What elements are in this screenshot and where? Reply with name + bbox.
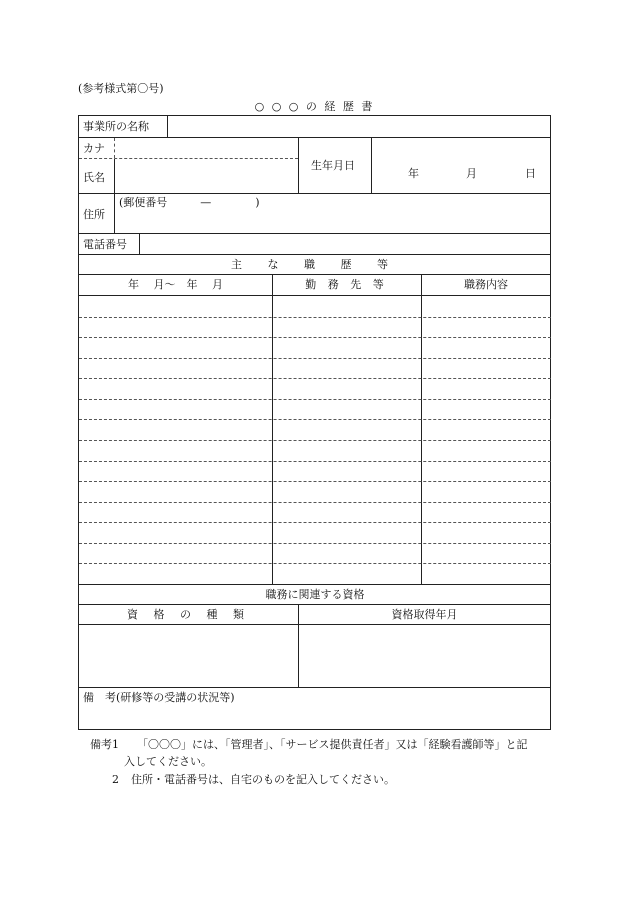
note-2-text: 住所・電話番号は、自宅のものを記入してください。 <box>131 773 395 786</box>
birth-month-unit: 月 <box>466 167 477 180</box>
career-cell[interactable] <box>81 442 271 459</box>
kana-label: カナ <box>83 142 105 155</box>
row-divider <box>79 399 551 400</box>
career-cell[interactable] <box>424 565 549 582</box>
career-cell[interactable] <box>424 463 549 480</box>
career-cell[interactable] <box>81 421 271 438</box>
career-cell[interactable] <box>424 421 549 438</box>
birth-year-unit: 年 <box>408 167 419 180</box>
career-cell[interactable] <box>275 421 420 438</box>
career-cell[interactable] <box>81 380 271 397</box>
career-cell[interactable] <box>424 504 549 521</box>
remarks-field[interactable] <box>80 706 550 728</box>
phone-label: 電話番号 <box>83 238 127 251</box>
career-cell[interactable] <box>275 442 420 459</box>
career-cell[interactable] <box>275 524 420 541</box>
career-cell[interactable] <box>81 360 271 377</box>
career-cell[interactable] <box>424 319 549 336</box>
career-cell[interactable] <box>275 339 420 356</box>
remarks-label: 備 考(研修等の受講の状況等) <box>83 691 235 704</box>
career-cell[interactable] <box>424 401 549 418</box>
qualification-col-date: 資格取得年月 <box>391 608 458 621</box>
career-section-title: 主 な 職 歴 等 <box>231 258 399 271</box>
address-label: 住所 <box>83 208 105 221</box>
qualification-type-field[interactable] <box>80 625 297 687</box>
career-cell[interactable] <box>81 483 271 500</box>
career-cell[interactable] <box>424 524 549 541</box>
note-2-number: 2 <box>112 773 119 786</box>
postal-code-field[interactable]: (郵便番号 — ) <box>119 196 260 209</box>
phone-field[interactable] <box>140 234 551 254</box>
row-divider <box>79 419 551 420</box>
career-cell[interactable] <box>424 339 549 356</box>
career-cell[interactable] <box>424 442 549 459</box>
row-divider <box>79 543 551 544</box>
birth-date-label: 生年月日 <box>311 159 355 172</box>
career-cell[interactable] <box>275 565 420 582</box>
note-1-continuation: 入してください。 <box>124 755 212 768</box>
note-1-label: 備考1 <box>90 738 119 751</box>
qualification-col-type: 資 格 の 種 類 <box>127 608 250 621</box>
career-cell[interactable] <box>81 545 271 562</box>
row-divider <box>79 481 551 482</box>
career-cell[interactable] <box>81 524 271 541</box>
qualification-date-field[interactable] <box>299 625 551 687</box>
career-col-duties: 職務内容 <box>464 278 508 291</box>
row-divider <box>79 378 551 379</box>
row-divider <box>79 563 551 564</box>
career-cell[interactable] <box>275 319 420 336</box>
career-cell[interactable] <box>275 463 420 480</box>
row-divider <box>79 522 551 523</box>
career-cell[interactable] <box>81 565 271 582</box>
qualifications-section-title: 職務に関連する資格 <box>265 588 365 601</box>
career-cell[interactable] <box>275 483 420 500</box>
name-field[interactable] <box>115 159 298 193</box>
career-cell[interactable] <box>275 360 420 377</box>
row-divider <box>79 337 551 338</box>
career-cell[interactable] <box>275 380 420 397</box>
career-cell[interactable] <box>275 298 420 315</box>
name-label: 氏名 <box>83 171 105 184</box>
career-cell[interactable] <box>81 401 271 418</box>
career-col-workplace: 勤 務 先 等 <box>305 278 388 291</box>
career-cell[interactable] <box>424 545 549 562</box>
career-cell[interactable] <box>81 504 271 521</box>
office-name-label: 事業所の名称 <box>83 120 149 133</box>
career-cell[interactable] <box>81 298 271 315</box>
document-title: ○ ○ ○ の 経 歴 書 <box>254 100 375 113</box>
career-cell[interactable] <box>424 380 549 397</box>
career-cell[interactable] <box>424 360 549 377</box>
note-1-text: 「〇〇〇」には、「管理者」、「サービス提供責任者」又は「経験看護師等」と記 <box>137 738 528 751</box>
row-divider <box>79 440 551 441</box>
career-col-period: 年 月〜 年 月 <box>128 278 223 291</box>
birth-day-unit: 日 <box>525 167 536 180</box>
career-cell[interactable] <box>81 463 271 480</box>
career-cell[interactable] <box>275 545 420 562</box>
career-cell[interactable] <box>81 319 271 336</box>
career-cell[interactable] <box>81 339 271 356</box>
kana-field[interactable] <box>115 138 298 158</box>
career-cell[interactable] <box>424 298 549 315</box>
career-form <box>78 115 551 730</box>
form-number: (参考様式第〇号) <box>78 82 164 95</box>
career-cell[interactable] <box>424 483 549 500</box>
career-cell[interactable] <box>275 401 420 418</box>
office-name-field[interactable] <box>168 116 551 137</box>
career-cell[interactable] <box>275 504 420 521</box>
